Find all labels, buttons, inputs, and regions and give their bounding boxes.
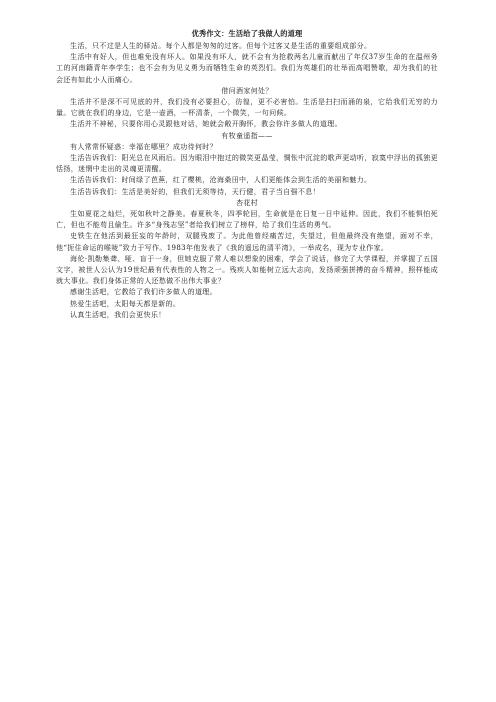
- paragraph: 感谢生活吧，它教给了我们许多做人的道理。: [70, 288, 217, 297]
- section-heading: 借问酒家何处？: [221, 86, 273, 95]
- document-page: [56, 29, 438, 321]
- paragraph: 生活中有好人，但也难免没有坏人。如果没有坏人，就不会有为抢救两名儿童而献出了年仅37岁生命的在温州务工的河南籍青年李学生；也不会有为见义勇为而牺牲生命的英烈们。我们为英雄们的壮举而高唱赞歌，却为我们的社会还有如此小人而痛心。: [56, 53, 438, 84]
- paragraph: 认真生活吧，我们会更快乐！: [70, 310, 166, 319]
- paragraph: 海伦·凯勒集聋、哑、盲于一身，但她克服了常人难以想象的困难，学会了说话，修完了大学课程，并掌握了五国文字，被世人公认为19世纪最有代表性的人物之一。残疾人如能树立远大志向，发扬顽强拼搏的奋斗精神，照样能成就大事业。我们身体正常的人还愁做不出伟大事业？: [56, 254, 438, 286]
- document-title: 优秀作文：生活给了我做人的道理: [191, 29, 303, 38]
- paragraph: 生活并不是深不可见底的井，我们没有必要担心，彷徨，更不必害怕。生活是扫扫而涌的泉，它给我们无穷的力量。它就在我们的身边，它是一壶酒，一杯清茶，一个微笑，一句问候。: [56, 98, 438, 118]
- paragraph: 生活，只不过是人生的驿站。每个人都是匆匆的过客。但每个过客又是生活的重要组成部分。: [70, 42, 372, 50]
- paragraph: 史铁生在他活到最狂妄的年龄时，双腿残废了。为此他曾经痛苦过，失望过，但他最终没有绝望，面对不幸，他“扼住命运的喉咙”致力于写作。1983年他发表了《我的遥远的清平湾》，一举成名，现为专业作家。: [56, 232, 438, 252]
- section-heading: 有牧童遥指——: [221, 131, 273, 140]
- paragraph: 生活告诉我们：生活是美好的，但我们无须等待，天行健，君子当自强不息！: [70, 187, 320, 196]
- section-heading: 杏花村: [235, 198, 259, 207]
- paragraph: 生活并不神秘，只要你用心灵跟他对话，她就会敞开胸怀，教会你许多做人的道理。: [70, 120, 342, 129]
- paragraph: 热爱生活吧，太阳每天都是新的。: [70, 299, 181, 308]
- paragraph: 生活告诉我们：阳光总在风雨后。因为眼泪中抱过的微笑更晶莹，惆怅中沉淀的歌声更动听，寂寞中浮出的孤独更恬扬，迷惘中走出的灵魂更清醒。: [56, 154, 438, 174]
- paragraph: 有人常常怀疑惑：幸福在哪里？成功待何时？: [70, 142, 217, 151]
- paragraph: 生活告诉我们：时间绿了芭蕉，红了樱桃，沧海桑田中，人们更能体会到生活的美丽和魅力。: [70, 176, 372, 185]
- paragraph: 生如夏花之灿烂，死如秋叶之静美。春夏秋冬，四季轮回，生命就是在日复一日中延伸。因此，我们不能惧怕死亡，但也不能苟且偷生。许多“身残志坚”者给我们树立了榜样，给了我们生活的勇气。: [56, 210, 438, 230]
